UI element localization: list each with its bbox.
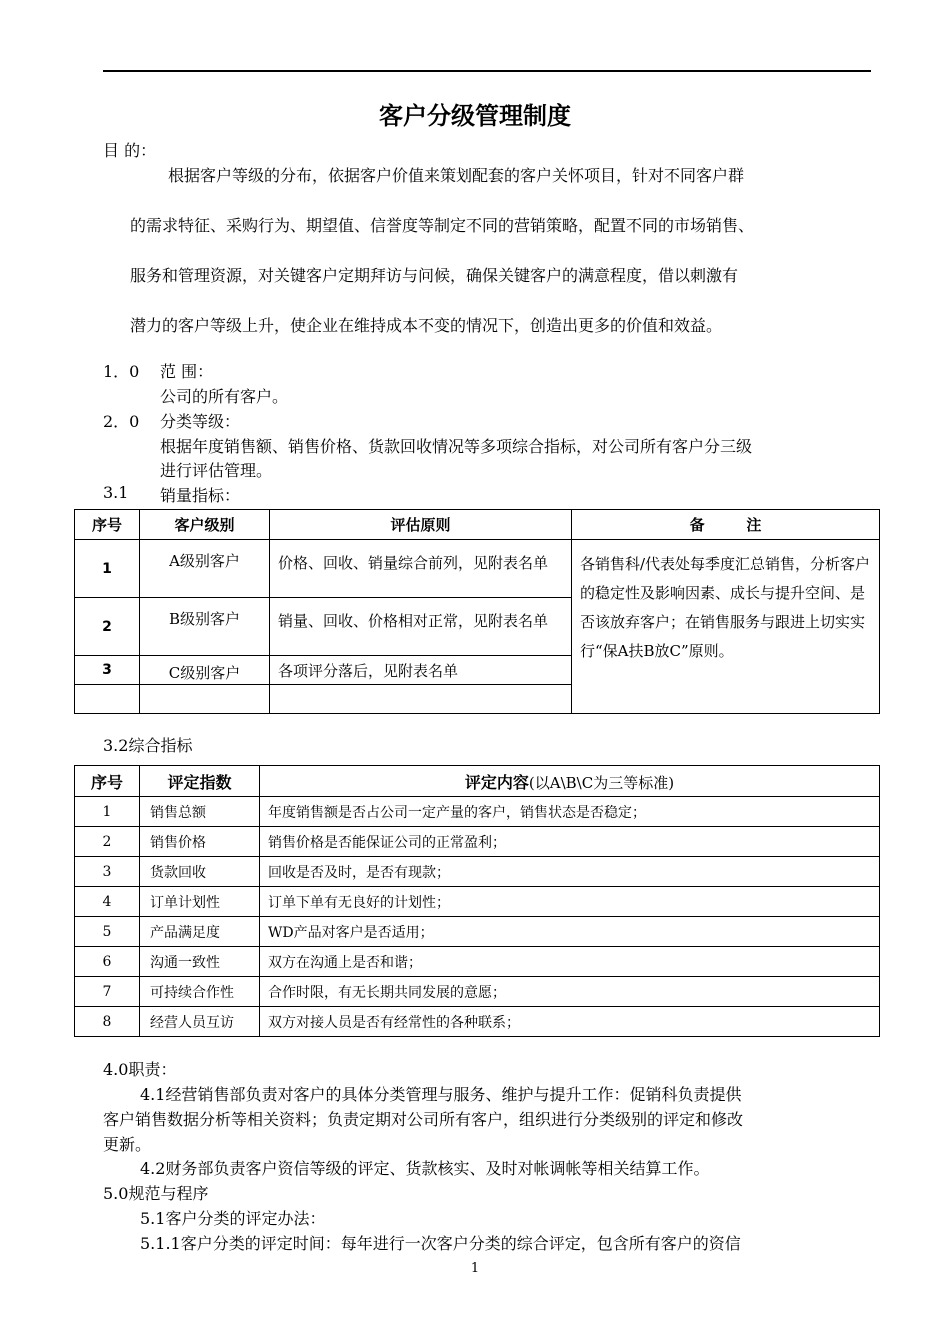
row-level: A级别客户 bbox=[140, 540, 270, 598]
section-4-1-line-1: 4.1经营销售部负责对客户的具体分类管理与服务、维护与提升工作：促销科负责提供 bbox=[140, 1085, 742, 1104]
row-index: 销售价格 bbox=[140, 827, 260, 857]
section-5-1-heading: 5.1客户分类的评定办法： bbox=[140, 1209, 326, 1228]
row-index: 产品满足度 bbox=[140, 917, 260, 947]
empty-cell bbox=[75, 685, 140, 714]
section-4-1-line-2: 客户销售数据分析等相关资料；负责定期对公司所有客户，组织进行分类级别的评定和修改 bbox=[103, 1110, 744, 1129]
row-no: 4 bbox=[75, 887, 140, 917]
purpose-line-3: 服务和管理资源，对关键客户定期拜访与问候，确保关键客户的满意程度，借以刺激有 bbox=[130, 266, 739, 285]
row-content: 回收是否及时，是否有现款； bbox=[260, 857, 880, 887]
row-no: 3 bbox=[75, 656, 140, 685]
row-no: 3 bbox=[75, 857, 140, 887]
col-header-criteria: 评估原则 bbox=[270, 510, 572, 540]
row-no: 7 bbox=[75, 977, 140, 1007]
row-no: 8 bbox=[75, 1007, 140, 1037]
row-index: 可持续合作性 bbox=[140, 977, 260, 1007]
row-content: 合作时限，有无长期共同发展的意愿； bbox=[260, 977, 880, 1007]
row-content: WD产品对客户是否适用； bbox=[260, 917, 880, 947]
row-index: 沟通一致性 bbox=[140, 947, 260, 977]
section-3-1-number: 3.1 bbox=[103, 483, 129, 502]
section-4-heading: 4.0职责： bbox=[103, 1060, 177, 1079]
table-row bbox=[75, 917, 880, 947]
col-header-level: 客户级别 bbox=[140, 510, 270, 540]
row-criteria: 各项评分落后，见附表名单 bbox=[270, 656, 572, 685]
page-number: 1 bbox=[470, 1261, 480, 1276]
table-row bbox=[75, 977, 880, 1007]
row-content: 双方在沟通上是否和谐； bbox=[260, 947, 880, 977]
table-row bbox=[75, 887, 880, 917]
row-level: C级别客户 bbox=[140, 656, 270, 685]
row-no: 6 bbox=[75, 947, 140, 977]
header-rule bbox=[103, 70, 871, 72]
section-5-1-1-text: 5.1.1客户分类的评定时间：每年进行一次客户分类的综合评定，包含所有客户的资信 bbox=[140, 1234, 741, 1253]
table-row bbox=[75, 540, 880, 598]
row-index: 订单计划性 bbox=[140, 887, 260, 917]
empty-cell bbox=[140, 685, 270, 714]
row-level: B级别客户 bbox=[140, 598, 270, 656]
table-row bbox=[75, 857, 880, 887]
row-index: 经营人员互访 bbox=[140, 1007, 260, 1037]
col-header-no: 序号 bbox=[75, 766, 140, 797]
table-row bbox=[75, 947, 880, 977]
col-header-no: 序号 bbox=[75, 510, 140, 540]
section-2-line-2: 进行评估管理。 bbox=[160, 461, 273, 480]
section-2-line-1: 根据年度销售额、销售价格、货款回收情况等多项综合指标，对公司所有客户分三级 bbox=[160, 437, 753, 456]
section-1-heading: 范 围： bbox=[160, 362, 214, 381]
section-2-heading: 分类等级： bbox=[160, 412, 241, 431]
row-content: 订单下单有无良好的计划性； bbox=[260, 887, 880, 917]
col-header-index: 评定指数 bbox=[140, 766, 260, 797]
table-header-row bbox=[75, 766, 880, 797]
section-4-2-text: 4.2财务部负责客户资信等级的评定、货款核实、及时对帐调帐等相关结算工作。 bbox=[140, 1159, 710, 1178]
empty-cell bbox=[270, 685, 572, 714]
content-header-note: (以A\B\C为三等标准) bbox=[528, 773, 675, 792]
table-header-row bbox=[75, 510, 880, 540]
row-content: 销售价格是否能保证公司的正常盈利； bbox=[260, 827, 880, 857]
row-index: 销售总额 bbox=[140, 797, 260, 827]
purpose-heading: 目 的： bbox=[103, 141, 157, 160]
row-no: 5 bbox=[75, 917, 140, 947]
section-4-1-line-3: 更新。 bbox=[103, 1135, 152, 1154]
document-title: 客户分级管理制度 bbox=[379, 102, 571, 130]
row-content: 年度销售额是否占公司一定产量的客户，销售状态是否稳定； bbox=[260, 797, 880, 827]
purpose-line-4: 潜力的客户等级上升，使企业在维持成本不变的情况下，创造出更多的价值和效益。 bbox=[130, 316, 723, 335]
row-criteria: 价格、回收、销量综合前列，见附表名单 bbox=[270, 540, 572, 598]
purpose-line-2: 的需求特征、采购行为、期望值、信誉度等制定不同的营销策略，配置不同的市场销售、 bbox=[130, 216, 755, 235]
section-3-2-heading: 3.2综合指标 bbox=[103, 736, 193, 755]
row-no: 2 bbox=[75, 598, 140, 656]
row-no: 1 bbox=[75, 797, 140, 827]
row-index: 货款回收 bbox=[140, 857, 260, 887]
section-1-text: 公司的所有客户。 bbox=[160, 387, 289, 406]
col-header-note: 备 注 bbox=[572, 510, 880, 540]
table-row bbox=[75, 797, 880, 827]
col-header-content bbox=[260, 766, 880, 797]
row-criteria: 销量、回收、价格相对正常，见附表名单 bbox=[270, 598, 572, 656]
remarks-cell: 各销售科/代表处每季度汇总销售，分析客户的稳定性及影响因素、成长与提升空间、是否该放弃客户；在销售服务与跟进上切实实行“保A扶B放C”原则。 bbox=[572, 540, 880, 714]
content-header-label: 评定内容 bbox=[464, 772, 529, 792]
row-content: 双方对接人员是否有经常性的各种联系； bbox=[260, 1007, 880, 1037]
row-no: 2 bbox=[75, 827, 140, 857]
section-2-number: 2．0 bbox=[103, 412, 140, 431]
purpose-line-1: 根据客户等级的分布，依据客户价值来策划配套的客户关怀项目，针对不同客户群 bbox=[168, 166, 745, 185]
section-1-number: 1．0 bbox=[103, 362, 140, 381]
table-row bbox=[75, 1007, 880, 1037]
sales-volume-table bbox=[74, 509, 880, 714]
section-3-1-heading: 销量指标： bbox=[160, 486, 241, 505]
section-5-heading: 5.0规范与程序 bbox=[103, 1184, 209, 1203]
table-row bbox=[75, 827, 880, 857]
composite-index-table bbox=[74, 765, 880, 1037]
row-no: 1 bbox=[75, 540, 140, 598]
